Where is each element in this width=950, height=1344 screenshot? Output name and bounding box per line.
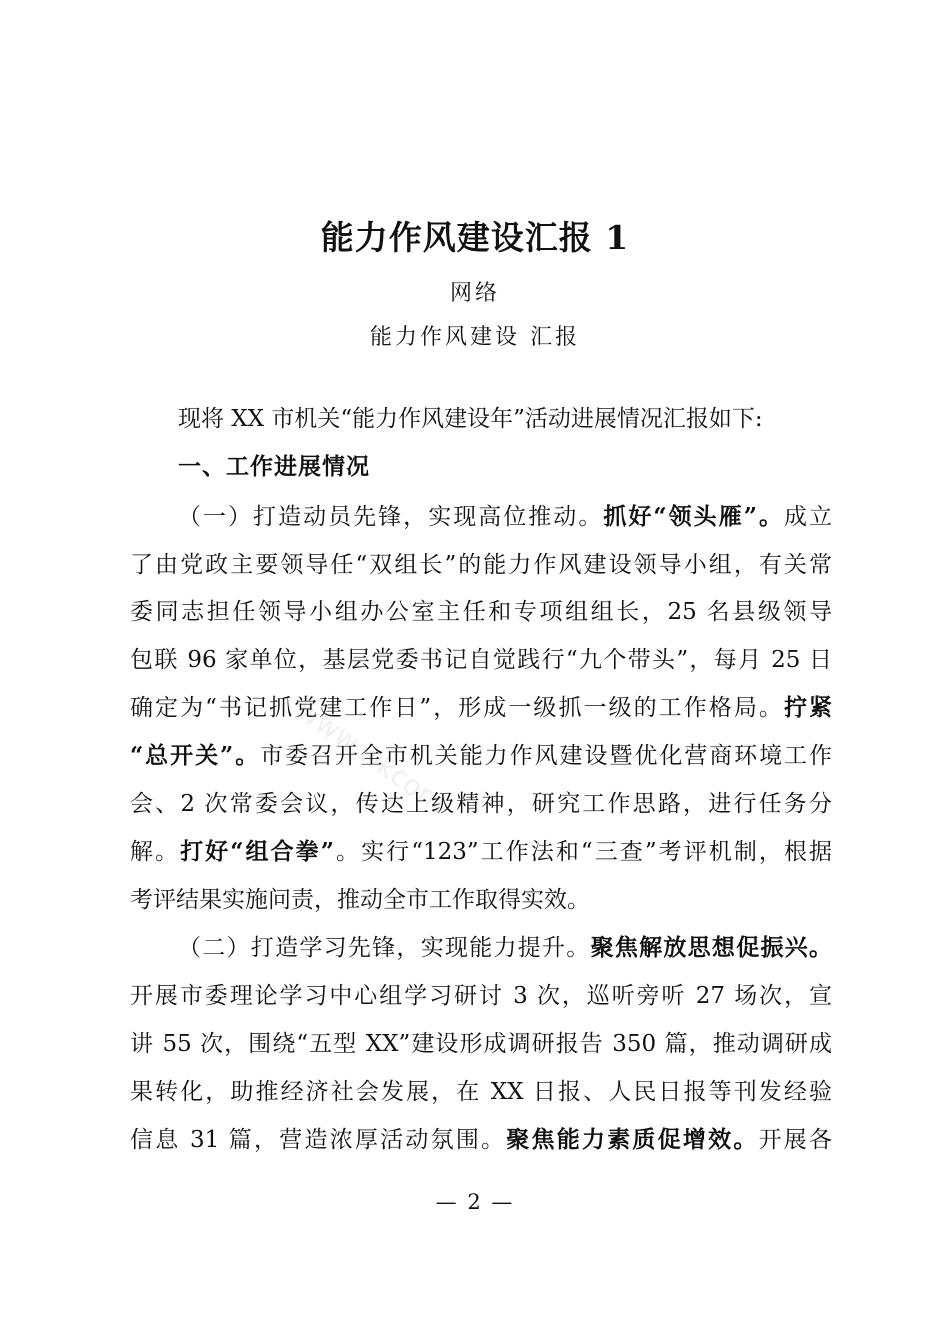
- paragraph2-text: 开展各: [758, 1127, 832, 1153]
- paragraph1-key2a: 拧紧: [783, 694, 832, 721]
- paragraph1-text: 市委召开全市机关能力作风建设暨优化营商环境工作: [260, 743, 832, 769]
- paragraph1-text: 确定为“书记抓党建工作日”，形成一级抓一级的工作格局。: [130, 695, 784, 721]
- paragraph2-key1: 聚焦解放思想促振兴。: [590, 934, 832, 961]
- paragraph2-line5: [130, 1125, 832, 1155]
- paragraph2-lead: （二）打造学习先锋，实现能力提升。: [178, 935, 591, 961]
- paragraph1-text: 成立: [783, 504, 832, 530]
- page-number: — 2 —: [435, 1190, 515, 1214]
- watermark: www.wkcom: [290, 692, 452, 820]
- paragraph1-key1: 抓好“领头雁”。: [603, 503, 784, 530]
- paragraph2-line1: [178, 933, 832, 963]
- paragraph2-key2: 聚焦能力素质促增效。: [506, 1126, 759, 1153]
- paragraph1-key2b: “总开关”。: [130, 742, 261, 769]
- document-title: 能力作风建设汇报 1: [320, 218, 630, 257]
- paragraph1-line1: [178, 502, 832, 532]
- paragraph2-line3: 讲 55 次，围绕“五型 XX”建设形成调研报告 350 篇，推动调研成: [130, 1031, 832, 1057]
- paragraph1-text: 解。: [130, 839, 181, 865]
- paragraph1-lead: （一）打造动员先锋，实现高位推动。: [178, 504, 604, 530]
- paragraph2-text: 信息 31 篇，营造浓厚活动氛围。: [130, 1127, 507, 1153]
- paragraph2-line4: 果转化，助推经济社会发展，在 XX 日报、人民日报等刊发经验: [130, 1079, 832, 1105]
- intro-line: 现将 XX 市机关“能力作风建设年”活动进展情况汇报如下:: [178, 406, 763, 432]
- section-heading: 一、工作进展情况: [178, 454, 370, 480]
- paragraph1-line5: [130, 693, 832, 723]
- paragraph1-line3: 委同志担任领导小组办公室主任和专项组组长，25 名县级领导: [130, 599, 832, 625]
- paragraph1-line8: [130, 837, 832, 867]
- paragraph1-line6: [130, 741, 832, 771]
- paragraph2-line2: 开展市委理论学习中心组学习研讨 3 次，巡听旁听 27 场次，宣: [130, 983, 832, 1009]
- paragraph1-key3: 打好“组合拳”: [180, 838, 334, 865]
- paragraph1-line7: 会、2 次常委会议，传达上级精神，研究工作思路，进行任务分: [130, 791, 832, 817]
- paragraph1-line2: 了由党政主要领导任“双组长”的能力作风建设领导小组，有关常: [130, 552, 832, 578]
- paragraph1-text: 。实行“123”工作法和“三查”考评机制，根据: [333, 839, 832, 865]
- paragraph1-line9: 考评结果实施问责，推动全市工作取得实效。: [130, 887, 590, 913]
- document-subtitle: 能力作风建设 汇报: [370, 325, 580, 350]
- paragraph1-line4: 包联 96 家单位，基层党委书记自觉践行“九个带头”，每月 25 日: [130, 647, 832, 673]
- document-source: 网络: [449, 281, 500, 306]
